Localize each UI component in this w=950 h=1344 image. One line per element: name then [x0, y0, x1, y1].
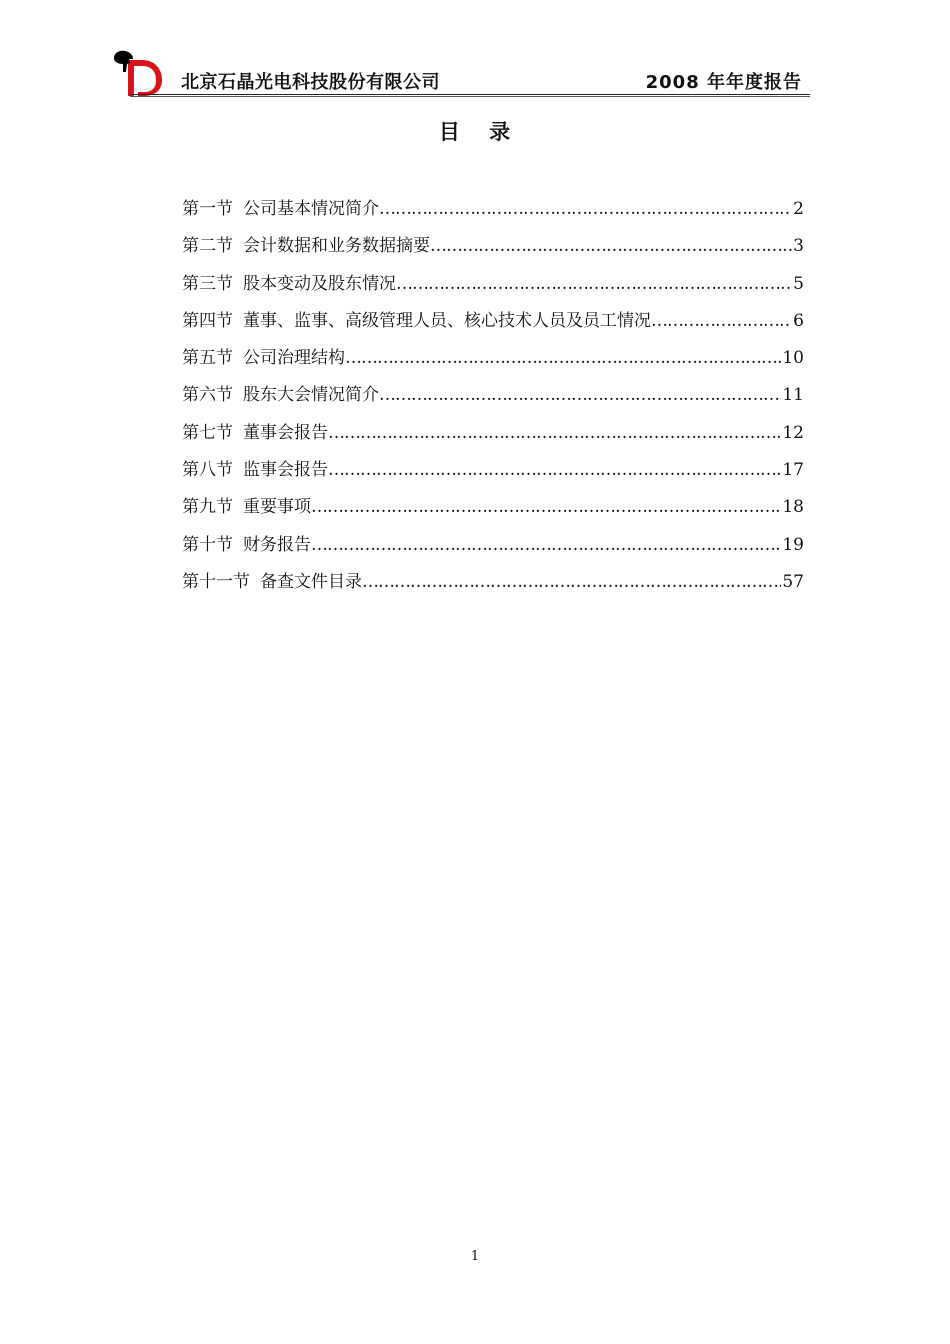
toc-entry[interactable]: [182, 419, 804, 456]
toc-leader-dots: [379, 195, 792, 223]
toc-entry[interactable]: [182, 270, 804, 307]
toc-entry[interactable]: [182, 531, 804, 568]
toc-leader-dots: [345, 344, 781, 372]
toc-page-number: 3: [793, 236, 804, 257]
toc-leader-dots: [311, 531, 781, 559]
toc-section-title: 重要事项: [243, 497, 311, 518]
header-company-name: 北京石晶光电科技股份有限公司: [181, 72, 440, 93]
toc-page-number: 2: [793, 199, 804, 219]
toc-entry[interactable]: [182, 381, 804, 418]
toc-section-number: 第八节: [182, 460, 233, 481]
toc-page-number: 11: [782, 385, 804, 406]
toc-leader-dots: [362, 568, 781, 596]
toc-section-title: 股本变动及股东情况: [243, 273, 396, 294]
toc-leader-dots: [379, 381, 781, 409]
toc-section-title: 会计数据和业务数据摘要: [243, 236, 430, 257]
toc-section-number: 第四节: [182, 310, 233, 331]
toc-section-number: 第五节: [182, 348, 233, 369]
toc-section-number: 第二节: [182, 236, 233, 257]
toc-section-title: 公司治理结构: [243, 348, 345, 369]
company-logo-icon: [112, 50, 162, 98]
toc-section-title: 监事会报告: [243, 460, 328, 481]
toc-page-number: 10: [782, 348, 804, 369]
toc-entry[interactable]: [182, 568, 804, 605]
toc-section-title: 董事、监事、高级管理人员、核心技术人员及员工情况: [243, 310, 651, 331]
toc-section-title: 财务报告: [243, 534, 311, 555]
toc-section-title: 股东大会情况简介: [243, 385, 379, 406]
toc-page-number: 18: [782, 497, 804, 518]
toc-section-title: 公司基本情况简介: [243, 199, 379, 219]
toc-section-number: 第一节: [182, 199, 233, 219]
toc-leader-dots: [328, 419, 781, 447]
toc-page-number: 12: [782, 422, 804, 443]
table-of-contents: [182, 195, 804, 605]
toc-page-number: 57: [782, 571, 804, 592]
toc-leader-dots: [396, 270, 792, 298]
toc-leader-dots: [651, 307, 792, 335]
toc-section-number: 第十节: [182, 534, 233, 555]
toc-entry[interactable]: [182, 493, 804, 530]
toc-leader-dots: [430, 232, 792, 260]
toc-page-number: 6: [793, 310, 804, 331]
header-divider: [130, 94, 810, 95]
header-divider-secondary: [130, 96, 810, 97]
toc-title: 目 录: [438, 120, 512, 144]
footer-page-number: 1: [470, 1249, 480, 1264]
toc-page-number: 19: [782, 534, 804, 555]
toc-page-number: 17: [782, 460, 804, 481]
toc-section-number: 第七节: [182, 422, 233, 443]
toc-leader-dots: [328, 456, 781, 484]
toc-section-title: 董事会报告: [243, 422, 328, 443]
toc-entry[interactable]: [182, 232, 804, 269]
toc-leader-dots: [311, 493, 781, 521]
toc-entry[interactable]: [182, 195, 804, 232]
toc-entry[interactable]: [182, 307, 804, 344]
toc-section-number: 第九节: [182, 497, 233, 518]
toc-section-number: 第六节: [182, 385, 233, 406]
toc-section-number: 第三节: [182, 273, 233, 294]
toc-section-title: 备查文件目录: [260, 571, 362, 592]
toc-entry[interactable]: [182, 456, 804, 493]
toc-page-number: 5: [793, 273, 804, 294]
toc-entry[interactable]: [182, 344, 804, 381]
toc-section-number: 第十一节: [182, 571, 250, 592]
header-report-title: 2008 年年度报告: [645, 72, 802, 93]
